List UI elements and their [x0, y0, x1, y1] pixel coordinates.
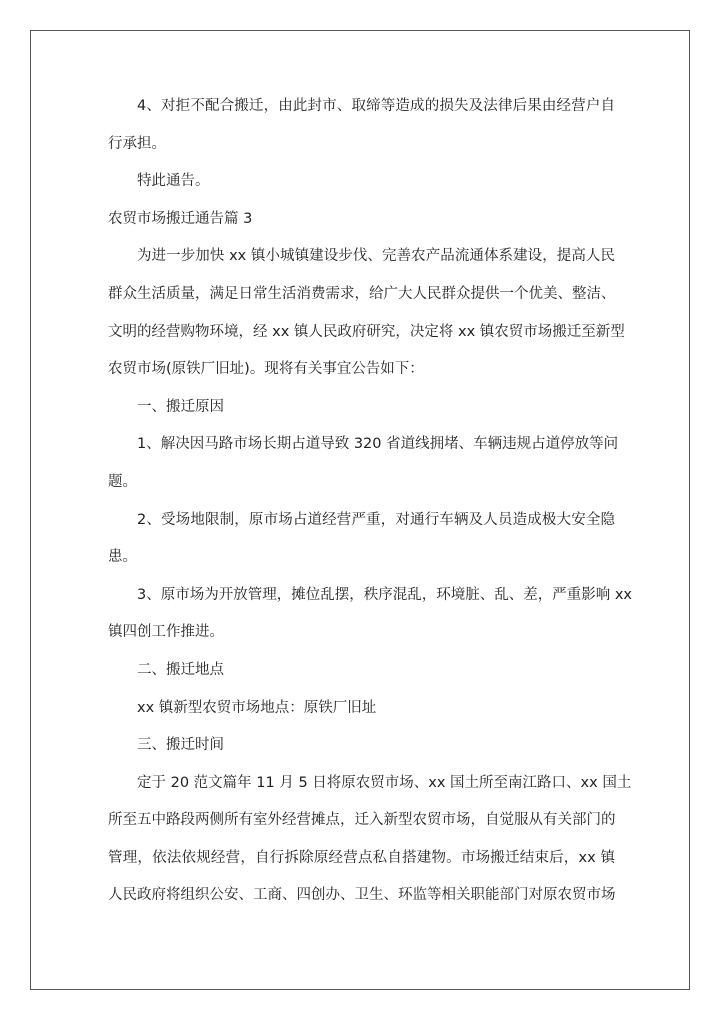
text-line: 二、搬迁地点: [137, 661, 224, 678]
paragraph: [108, 238, 625, 388]
text-line: 3、原市场为开放管理，摊位乱摆，秩序混乱，环境脏、乱、差，严重影响 xx: [137, 586, 632, 603]
text-line: 2、受场地限制，原市场占道经营严重，对通行车辆及人员造成极大安全隐: [137, 511, 615, 528]
text-line: 三、搬迁时间: [137, 737, 224, 754]
text-line: 为进一步加快 xx 镇小城镇建设步伐、完善农产品流通体系建设，提高人民: [137, 248, 615, 265]
paragraph: [108, 502, 615, 577]
text-line: 特此通告。: [137, 173, 210, 190]
text-line: 所至五中路段两侧所有室外经营摊点，迁入新型农贸市场，自觉服从有关部门的: [108, 812, 616, 829]
text-line: 文明的经营购物环境，经 xx 镇人民政府研究，决定将 xx 镇农贸市场搬迁至新型: [108, 323, 625, 340]
paragraph: [108, 201, 615, 239]
text-line: 人民政府将组织公安、工商、四创办、卫生、环监等相关职能部门对原农贸市场: [108, 887, 616, 904]
paragraph: [108, 727, 615, 765]
text-line: 群众生活质量，满足日常生活消费需求，给广大人民群众提供一个优美、整洁、: [108, 285, 616, 302]
text-line: 行承担。: [108, 135, 166, 152]
paragraph: [108, 652, 615, 690]
text-line: 患。: [108, 549, 137, 566]
paragraph: [108, 765, 632, 915]
paragraph: [108, 389, 615, 427]
text-line: 农贸市场搬迁通告篇 3: [108, 210, 253, 227]
text-line: 4、对拒不配合搬迁，由此封市、取缔等造成的损失及法律后果由经营户自: [137, 98, 615, 114]
text-line: 一、搬迁原因: [137, 398, 224, 415]
text-line: 定于 20 范文篇年 11 月 5 日将原农贸市场、xx 国土所至南江路口、xx 国土: [137, 774, 632, 791]
paragraph: [108, 426, 619, 501]
text-line: 题。: [108, 473, 137, 490]
text-line: 1、解决因马路市场长期占道导致 320 省道线拥堵、车辆违规占道停放等问: [137, 436, 619, 453]
text-line: 管理，依法依规经营，自行拆除原经营点私自搭建物。市场搬迁结束后，xx 镇: [108, 849, 615, 866]
paragraph: [108, 690, 615, 728]
paragraph: [108, 577, 632, 652]
text-line: xx 镇新型农贸市场地点：原铁厂旧址: [137, 699, 377, 716]
paragraph: [108, 88, 615, 163]
text-line: 镇四创工作推进。: [108, 624, 224, 641]
text-line: 农贸市场(原铁厂旧址)。现将有关事宜公告如下：: [108, 361, 424, 378]
paragraph: [108, 163, 615, 201]
document-body: [108, 88, 632, 915]
